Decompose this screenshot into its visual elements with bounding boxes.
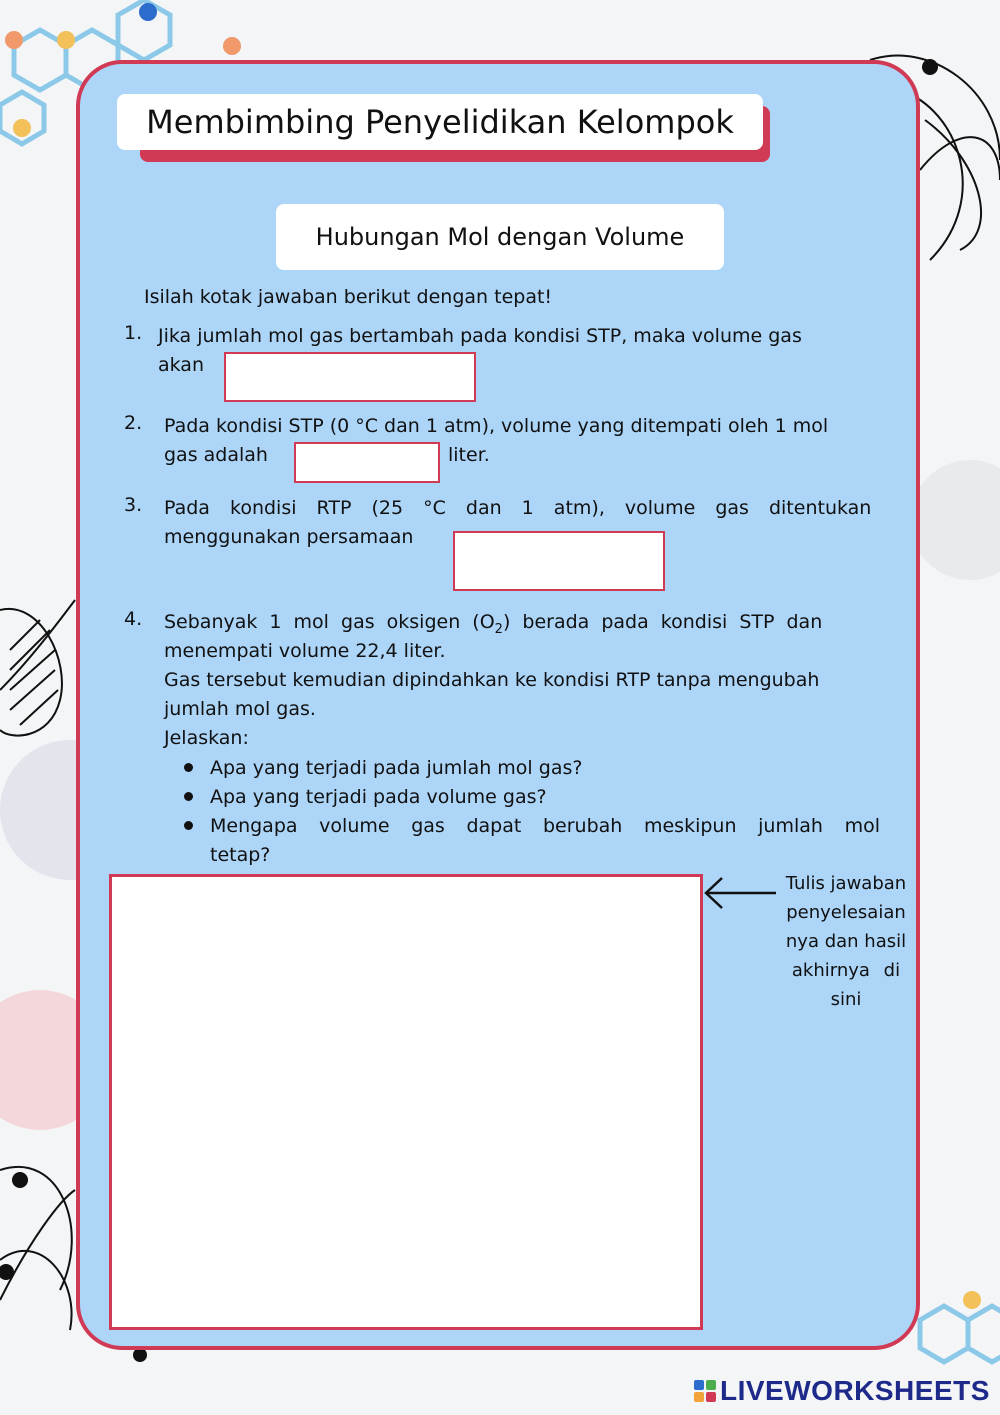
question-3-line1 (164, 494, 880, 523)
question-3-line2: menggunakan persamaan (164, 526, 414, 548)
answer-box-4[interactable] (109, 874, 703, 1330)
bullet-icon (184, 821, 193, 830)
answer-hint-line4: akhirnya di (791, 960, 901, 981)
question-2-before-box: gas adalah (164, 444, 268, 466)
section-subtitle-text: Hubungan Mol dengan Volume (315, 223, 685, 251)
dna-helix-icon (0, 600, 75, 736)
section-subtitle (276, 204, 724, 270)
question-2-number: 2. (124, 412, 143, 434)
list-item (182, 812, 880, 870)
bullet-text: Apa yang terjadi pada volume gas? (210, 786, 547, 808)
question-4-subscript: 2 (494, 621, 503, 637)
answer-hint-line2: penyelesaian (786, 902, 906, 923)
list-item (182, 754, 880, 783)
bullet-text: Apa yang terjadi pada jumlah mol gas? (210, 757, 583, 779)
question-4-line4: jumlah mol gas. (164, 698, 316, 720)
question-2-line1: Pada kondisi STP (0 °C dan 1 atm), volume yang ditempati oleh 1 mol (164, 415, 829, 437)
question-1-number: 1. (124, 322, 143, 344)
question-4-line2: menempati volume 22,4 liter. (164, 640, 446, 662)
question-4-number: 4. (124, 608, 143, 630)
question-3-line1-text: Pada kondisi RTP (25 °C dan 1 atm), volume gas ditentukan (164, 497, 872, 519)
question-3-number: 3. (124, 494, 143, 516)
answer-box-2[interactable] (294, 442, 440, 483)
instruction-text: Isilah kotak jawaban berikut dengan tepat! (144, 286, 553, 308)
bullet-icon (184, 763, 193, 772)
answer-box-3[interactable] (453, 531, 665, 591)
answer-hint (772, 869, 920, 1014)
list-item (182, 783, 880, 812)
page-title-text: Membimbing Penyelidikan Kelompok (146, 103, 734, 141)
answer-hint-line1: Tulis jawaban (785, 873, 907, 894)
question-2-after-box: liter. (448, 444, 490, 466)
bullet-text: Mengapa volume gas dapat berubah meskipun jumlah mol tetap? (210, 815, 880, 866)
bullet-icon (184, 792, 193, 801)
question-4-line3: Gas tersebut kemudian dipindahkan ke kondisi RTP tanpa mengubah (164, 669, 820, 691)
liveworksheets-logo-icon (694, 1380, 716, 1402)
liveworksheets-watermark (694, 1376, 990, 1406)
question-4-prompt: Jelaskan: (164, 727, 249, 749)
question-1-line2: akan (158, 354, 204, 376)
answer-box-1[interactable] (224, 352, 476, 402)
answer-hint-line5: sini (830, 989, 862, 1010)
question-4-bullet-list (182, 754, 880, 870)
page-title (117, 94, 763, 150)
arrow-left-icon (700, 876, 780, 912)
question-4-part1: Sebanyak 1 mol gas oksigen (O (164, 611, 495, 633)
question-4-part2: ) berada pada kondisi STP dan (502, 611, 823, 633)
answer-hint-line3: nya dan hasil (785, 931, 907, 952)
question-1-line1: Jika jumlah mol gas bertambah pada kondisi STP, maka volume gas (158, 325, 802, 347)
orbit-lines-bottom-icon (0, 1167, 75, 1330)
watermark-text: LIVEWORKSHEETS (720, 1375, 990, 1406)
